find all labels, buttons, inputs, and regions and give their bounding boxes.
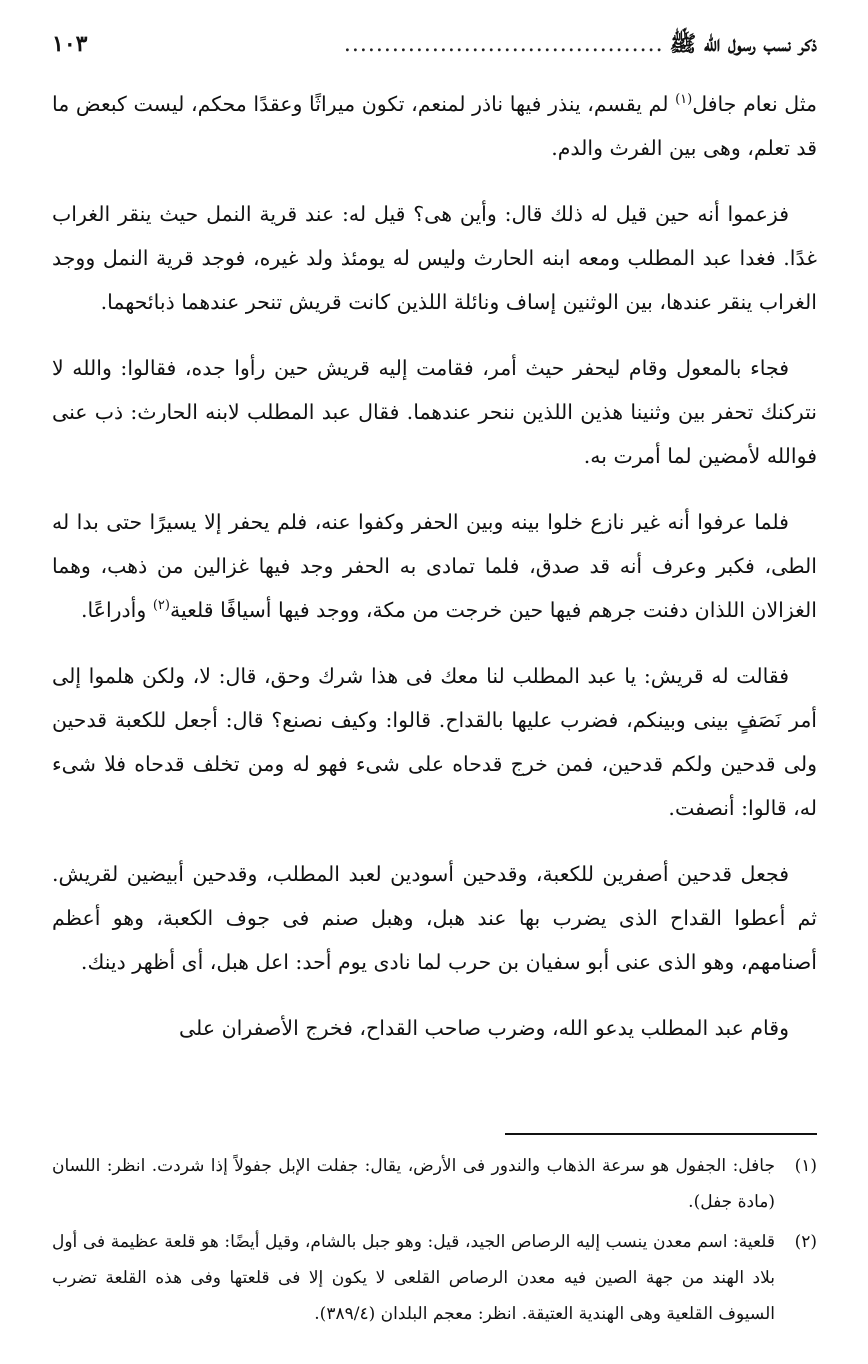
- footnote-number: (١): [794, 1156, 817, 1176]
- footnote-text: جافل: الجفول هو سرعة الذهاب والندور فى الأرض، يقال: جفلت الإبل جفولاً إذا شردت. انظر: اللسان (مادة جفل).: [52, 1156, 775, 1212]
- footnotes: [52, 1148, 817, 1336]
- paragraph-2: فزعموا أنه حين قيل له ذلك قال: وأين هى؟ قيل له: عند قرية النمل حيث ينقر الغراب غدًا. فغدا عبد المطلب ومعه ابنه الحارث وليس له يومئذ ولد غيره، فوجد قرية النمل ووجد الغراب ينقر عندها، بين الوثنين إساف ونائلة اللذين كانت قريش تنحر عندهما ذبائحهما.: [52, 202, 817, 314]
- paragraph-4: فلما عرفوا أنه غير نازع خلوا بينه وبين الحفر وكفوا عنه، فلم يحفر إلا يسيرًا حتى بدا له الطى، فكبر وعرف أنه قد صدق، فلما تمادى به الحفر وجد فيها غزالين من ذهب، وهما الغزالان اللذان دفنت جرهم فيها حين خرجت من مكة، ووجد فيها أسيافًا قلعية$^{(٢)}$ وأدراعًا.: [52, 510, 817, 622]
- footnote-ref-1: (١): [675, 92, 693, 108]
- book-page: [52, 30, 817, 1340]
- footnote-number: (٢): [794, 1232, 817, 1252]
- footnote-ref-2: (٢): [152, 598, 170, 614]
- footnote-1: [52, 1148, 817, 1220]
- paragraph-5: فقالت له قريش: يا عبد المطلب لنا معك فى هذا شرك وحق، قال: لا، ولكن هلموا إلى أمر نَصَفٍ بينى وبينكم، فضرب عليها بالقداح. قالوا: وكيف نصنع؟ قال: أجعل للكعبة قدحين ولى قدحين ولكم قدحين، فمن خرج قدحاه على شىء فهو له ومن تخلف قدحاه فلا شىء له، قالوا: أنصفت.: [52, 664, 817, 820]
- running-header: [52, 30, 817, 82]
- main-text: [52, 82, 817, 1050]
- paragraph-1: مثل نعام جافل$^{(١)}$ لم يقسم، ينذر فيها ناذر لمنعم، تكون ميراثًا وعقدًا محكم، ليست كبعض ما قد تعلم، وهى بين الفرث والدم.: [52, 92, 817, 160]
- paragraph-7: وقام عبد المطلب يدعو الله، وضرب صاحب القداح، فخرج الأصفران على: [178, 1016, 789, 1040]
- footnote-text: قلعية: اسم معدن ينسب إليه الرصاص الجيد، قيل: وهو جبل بالشام، وقيل أيضًا: هو قلعة عظيمة فى أول بلاد الهند من جهة الصين فيه معدن الرصاص القلعى لا يكون إلا فى قلعتها وفى هذه القلعة تضرب السيوف القلعية وهى الهندية العتيقة. انظر: معجم البلدان (٣٨٩/٤).: [52, 1232, 775, 1324]
- paragraph-6: فجعل قدحين أصفرين للكعبة، وقدحين أسودين لعبد المطلب، وقدحين أبيضين لقريش. ثم أعطوا القداح الذى يضرب بها عند هبل، وهبل صنم فى جوف الكعبة، وهو أعظم أصنامهم، وهو الذى عنى أبو سفيان بن حرب لما نادى يوم أحد: اعل هبل، أى أظهر دينك.: [52, 862, 817, 974]
- paragraph-3: فجاء بالمعول وقام ليحفر حيث أمر، فقامت إليه قريش حين رأوا جده، فقالوا: والله لا نتركنك تحفر بين وثنينا هذين اللذين ننحر عندهما. فقال عبد المطلب لابنه الحارث: ذب عنى فوالله لأمضين لما أمرت به.: [52, 356, 817, 468]
- page-number: ١٠٣: [52, 31, 88, 57]
- leader-dots: ........................................: [343, 32, 664, 57]
- footnote-divider: [505, 1133, 817, 1135]
- footnote-2: [52, 1224, 817, 1332]
- chapter-title: ذكر نسب رسول الله ﷺ: [669, 31, 817, 57]
